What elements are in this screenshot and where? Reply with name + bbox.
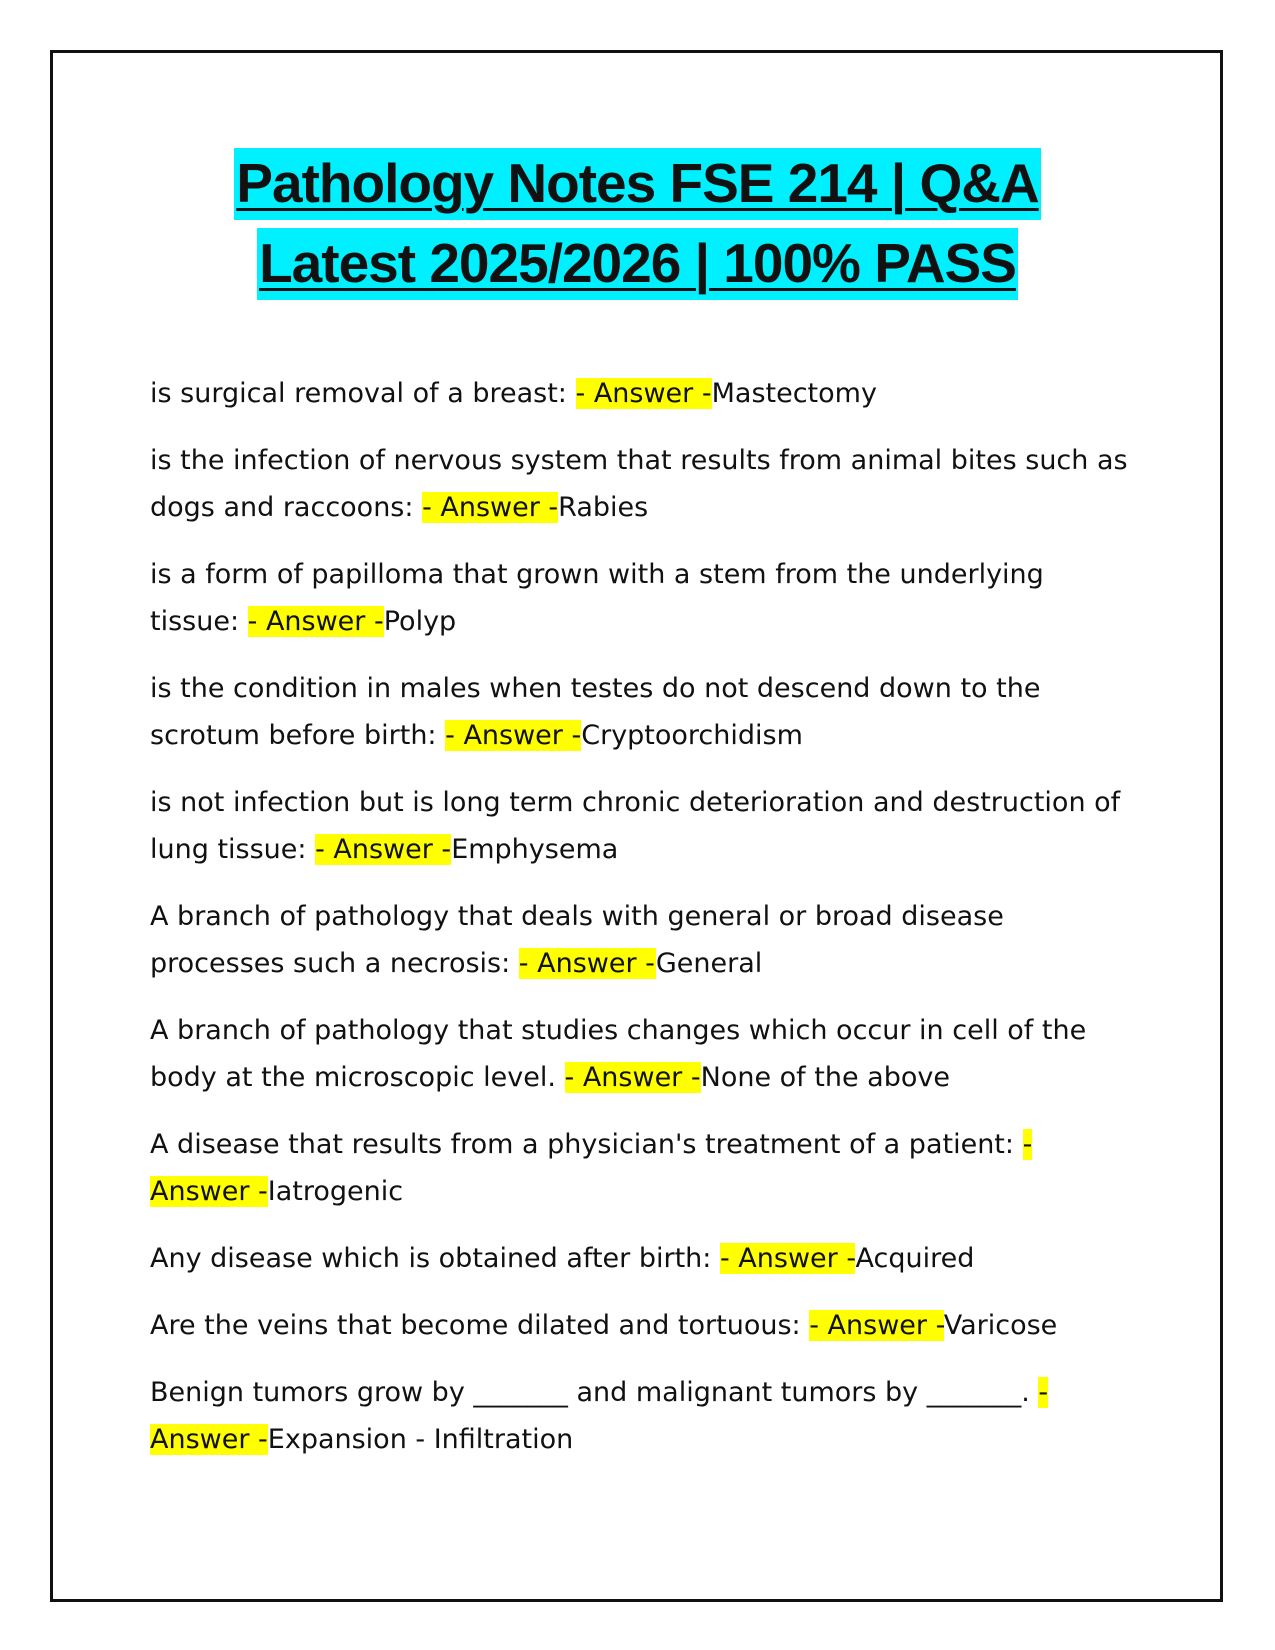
question-text: Benign tumors grow by _______ and malignant tumors by _______. [150, 1377, 1039, 1408]
qa-item [150, 779, 1140, 873]
answer-text: Polyp [383, 606, 457, 637]
answer-text: Varicose [943, 1310, 1058, 1341]
answer-marker: - Answer - [150, 1377, 1049, 1455]
answer-marker: - Answer - [809, 1310, 944, 1341]
question-text: Any disease which is obtained after birth: [150, 1243, 720, 1274]
answer-text: Acquired [855, 1243, 975, 1274]
question-text: A branch of pathology that studies changes which occur in cell of the body at the microscopic level. [150, 1015, 1087, 1093]
qa-item [150, 893, 1140, 987]
question-text: A branch of pathology that deals with general or broad disease processes such a necrosis: [150, 901, 1004, 979]
answer-marker: - Answer - [445, 720, 582, 751]
qa-item [150, 437, 1140, 531]
question-text: is not infection but is long term chronic deterioration and destruction of lung tissue: [150, 787, 1121, 865]
question-text: is a form of papilloma that grown with a stem from the underlying tissue: [150, 559, 1044, 637]
answer-marker: - Answer - [575, 378, 712, 409]
qa-item [150, 1302, 1140, 1349]
answer-marker: - Answer - [564, 1062, 701, 1093]
answer-marker: - Answer - [315, 834, 452, 865]
answer-text: General [655, 948, 763, 979]
answer-text: Mastectomy [711, 378, 877, 409]
qa-list [150, 370, 1140, 1483]
answer-text: Cryptoorchidism [581, 720, 803, 751]
answer-marker: - Answer - [247, 606, 384, 637]
question-text: is the condition in males when testes do not descend down to the scrotum before birth: [150, 673, 1041, 751]
qa-item [150, 1007, 1140, 1101]
answer-marker: - Answer - [719, 1243, 856, 1274]
qa-item [150, 370, 1140, 417]
qa-item [150, 1121, 1140, 1215]
question-text: A disease that results from a physician's treatment of a patient: [150, 1129, 1023, 1160]
answer-marker: - Answer - [150, 1129, 1033, 1207]
question-text: is surgical removal of a breast: [150, 378, 576, 409]
answer-text: None of the above [700, 1062, 950, 1093]
question-text: is the infection of nervous system that results from animal bites such as dogs and raccoons: [150, 445, 1128, 523]
qa-item [150, 1369, 1140, 1463]
title-line-2: Latest 2025/2026 | 100% PASS [257, 228, 1018, 300]
answer-text: Iatrogenic [267, 1176, 404, 1207]
qa-item [150, 1235, 1140, 1282]
title-line-1: Pathology Notes FSE 214 | Q&A [234, 148, 1040, 220]
answer-marker: - Answer - [518, 948, 656, 979]
qa-item [150, 665, 1140, 759]
page-title [0, 148, 1275, 308]
qa-item [150, 551, 1140, 645]
answer-text: Rabies [558, 492, 649, 523]
answer-text: Emphysema [451, 834, 619, 865]
answer-marker: - Answer - [422, 492, 559, 523]
question-text: Are the veins that become dilated and tortuous: [150, 1310, 810, 1341]
answer-text: Expansion - Infiltration [267, 1424, 574, 1455]
